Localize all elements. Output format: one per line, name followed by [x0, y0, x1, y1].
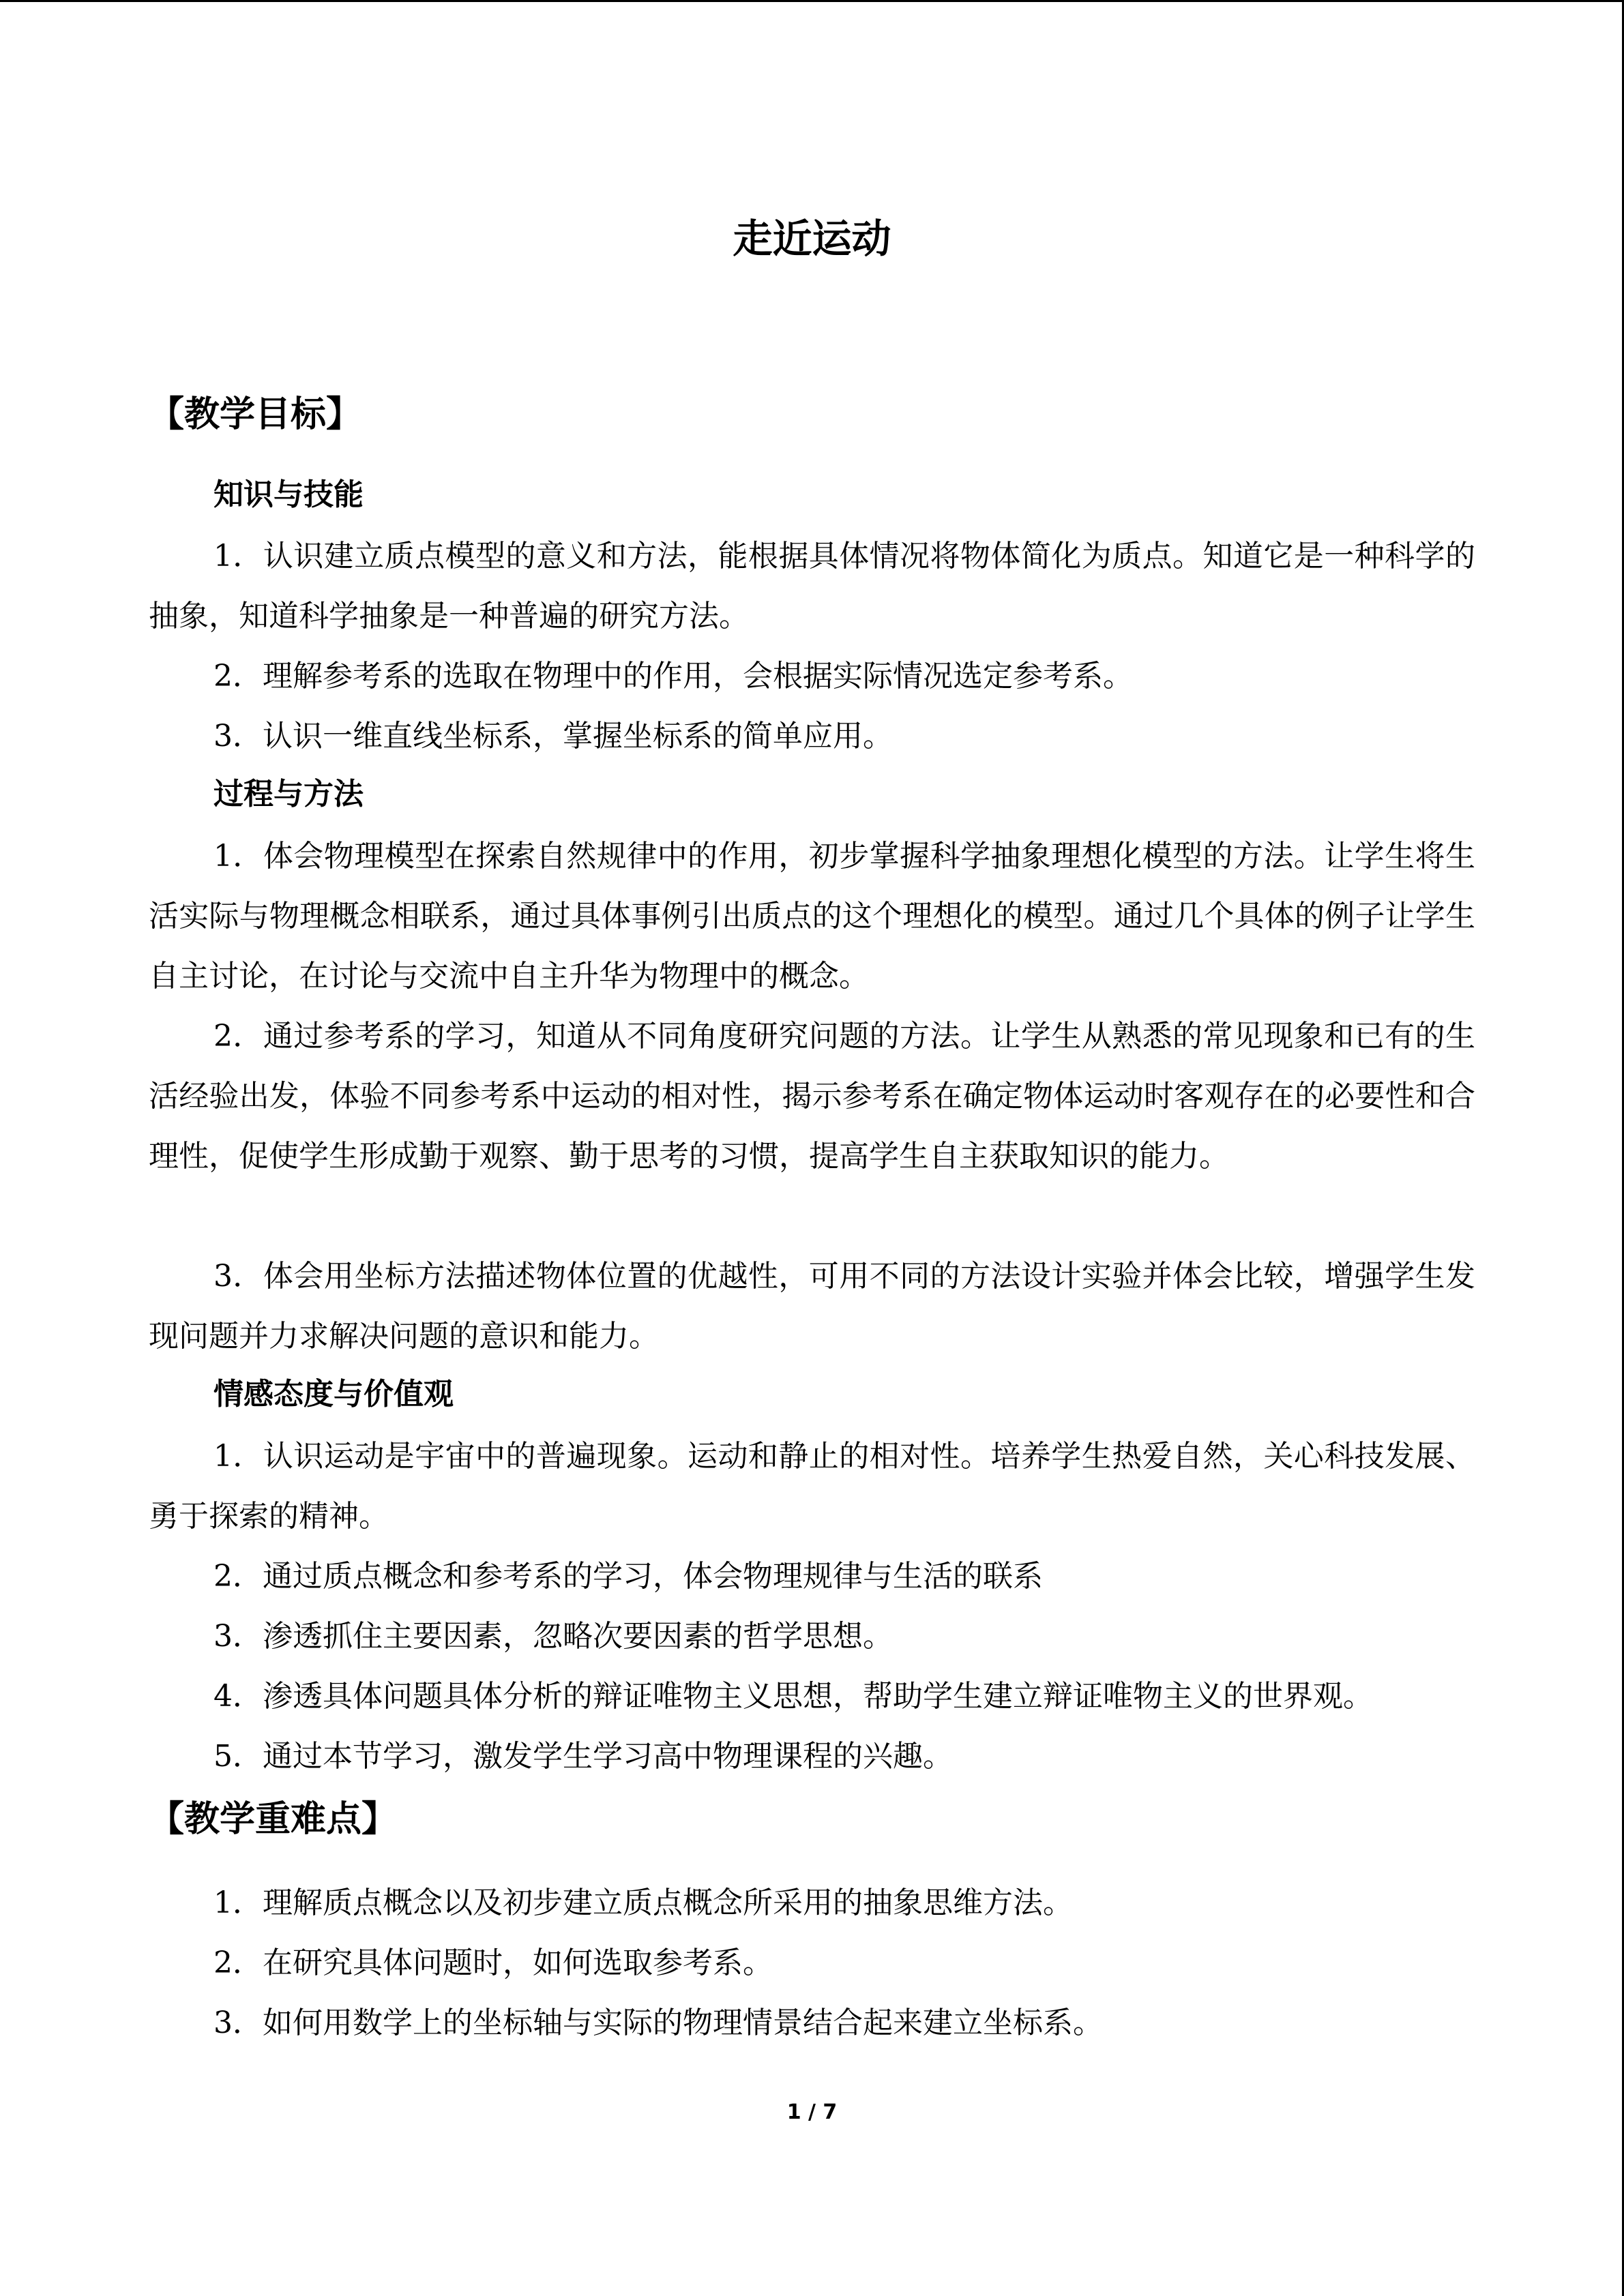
sub-heading-emotion: 情感态度与价值观: [213, 1377, 454, 1412]
process-item-2: 2．通过参考系的学习，知道从不同角度研究问题的方法。让学生从熟悉的常见现象和已有的生活经验出发，体验不同参考系中运动的相对性，揭示参考系在确定物体运动时客观存在的必要性和合理性，促使学生形成勤于观察、勤于思考的习惯，提高学生自主获取知识的能力。: [149, 1019, 1475, 1174]
section-heading-keypoints: 【教学重难点】: [149, 1799, 398, 1840]
page-number: 1 / 7: [786, 2100, 838, 2124]
emotion-item-5: 5．通过本节学习，激发学生学习高中物理课程的兴趣。: [213, 1739, 953, 1774]
sub-heading-knowledge: 知识与技能: [213, 477, 364, 512]
keypoint-item-3: 3．如何用数学上的坐标轴与实际的物理情景结合起来建立坐标系。: [213, 2006, 1103, 2040]
emotion-item-4: 4．渗透具体问题具体分析的辩证唯物主义思想，帮助学生建立辩证唯物主义的世界观。: [213, 1679, 1373, 1714]
keypoint-item-1: 1．理解质点概念以及初步建立质点概念所采用的抽象思维方法。: [213, 1885, 1073, 1920]
emotion-item-2: 2．通过质点概念和参考系的学习，体会物理规律与生活的联系: [213, 1559, 1043, 1594]
page-title: 走近运动: [733, 215, 891, 262]
process-item-1: 1．体会物理模型在探索自然规律中的作用，初步掌握科学抽象理想化模型的方法。让学生将生活实际与物理概念相联系，通过具体事例引出质点的这个理想化的模型。通过几个具体的例子让学生自主讨论，在讨论与交流中自主升华为物理中的概念。: [149, 839, 1475, 994]
emotion-item-3: 3．渗透抓住主要因素，忽略次要因素的哲学思想。: [213, 1619, 893, 1654]
knowledge-item-1: 1．认识建立质点模型的意义和方法，能根据具体情况将物体简化为质点。知道它是一种科学的抽象，知道科学抽象是一种普遍的研究方法。: [149, 539, 1475, 633]
page-border-top: [0, 0, 1624, 2]
sub-heading-process: 过程与方法: [213, 777, 364, 811]
process-item-3: 3．体会用坐标方法描述物体位置的优越性，可用不同的方法设计实验并体会比较，增强学生发现问题并力求解决问题的意识和能力。: [149, 1259, 1475, 1354]
emotion-item-1: 1．认识运动是宇宙中的普遍现象。运动和静止的相对性。培养学生热爱自然，关心科技发展、勇于探索的精神。: [149, 1439, 1475, 1534]
keypoint-item-2: 2．在研究具体问题时，如何选取参考系。: [213, 1945, 773, 1980]
knowledge-item-2: 2．理解参考系的选取在物理中的作用，会根据实际情况选定参考系。: [213, 659, 1133, 694]
knowledge-item-3: 3．认识一维直线坐标系，掌握坐标系的简单应用。: [213, 719, 893, 754]
section-heading-objectives: 【教学目标】: [149, 394, 362, 435]
